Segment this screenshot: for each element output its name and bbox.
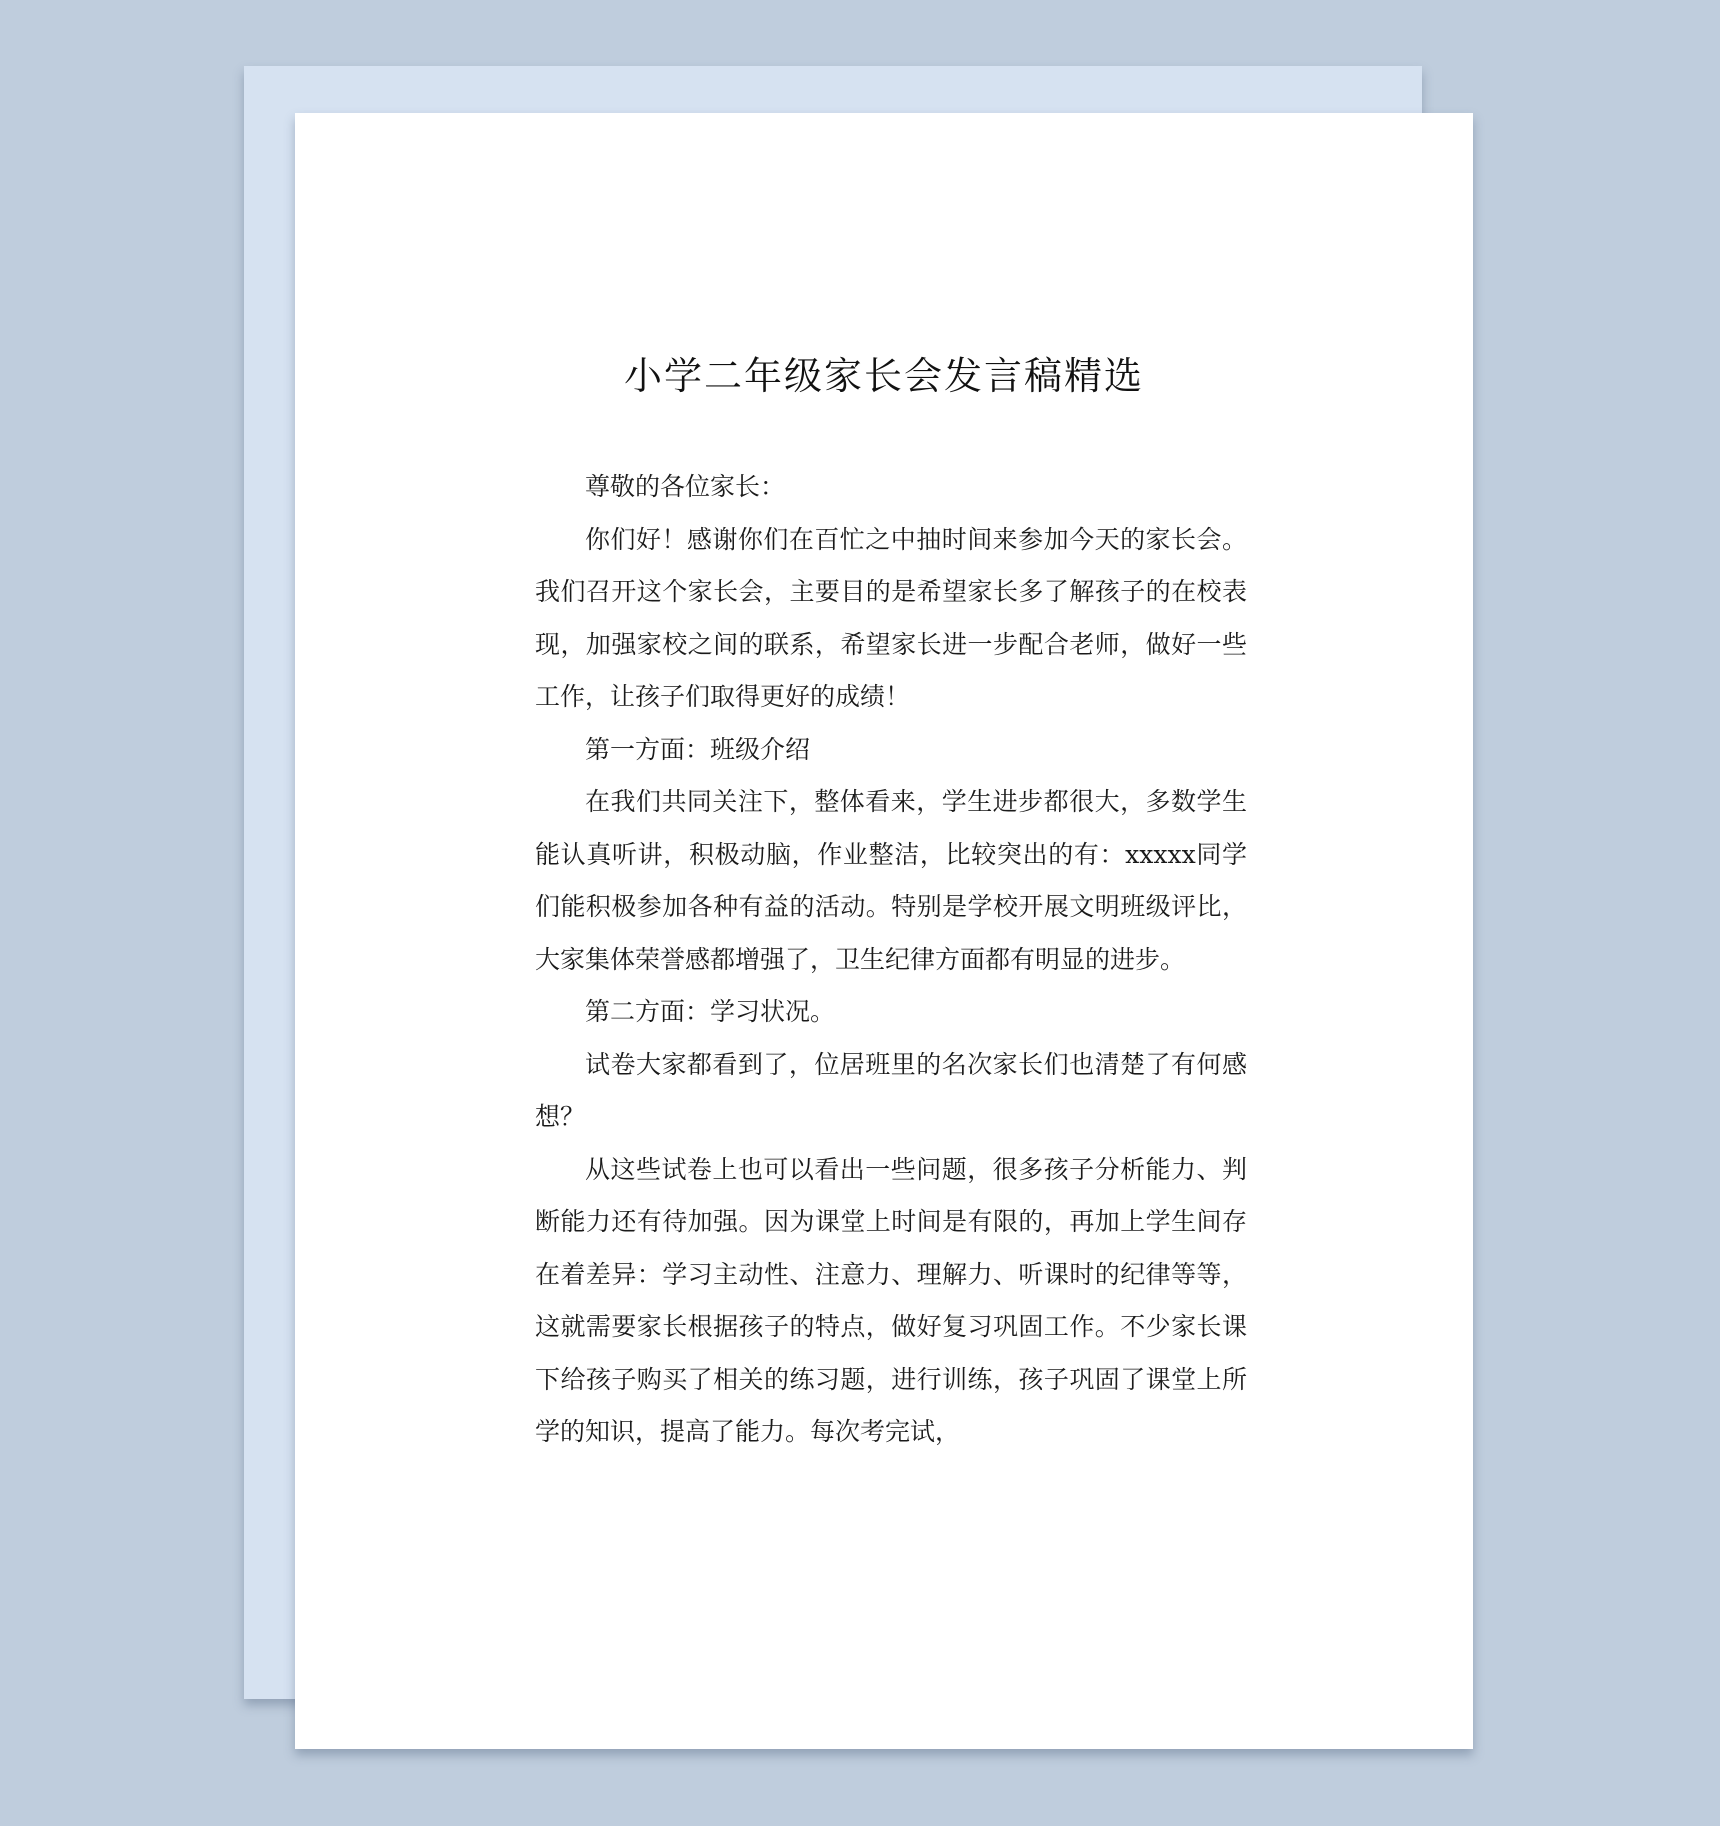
salutation-paragraph: 尊敬的各位家长： (585, 472, 786, 501)
document-body (535, 461, 1247, 1459)
exam-analysis-paragraph: 从这些试卷上也可以看出一些问题，很多孩子分析能力、判断能力还有待加强。因为课堂上时间是有限的，再加上学生间存在着差异：学习主动性、注意力、理解力、听课时的纪律等等，这就需要家长根据孩子的特点，做好复习巩固工作。不少家长课下给孩子购买了相关的练习题，进行训练，孩子巩固了课堂上所学的知识，提高了能力。每次考完试， (535, 1154, 1247, 1446)
exam-question-paragraph: 试卷大家都看到了，位居班里的名次家长们也清楚了有何感想？ (535, 1049, 1247, 1131)
document-title: 小学二年级家长会发言稿精选 (623, 354, 1144, 398)
document-page (295, 113, 1473, 1749)
section-heading-class-intro: 第一方面：班级介绍 (585, 734, 811, 764)
greeting-paragraph: 你们好！感谢你们在百忙之中抽时间来参加今天的家长会。我们召开这个家长会，主要目的是希望家长多了解孩子的在校表现，加强家校之间的联系，希望家长进一步配合老师，做好一些工作，让孩子们取得更好的成绩！ (535, 524, 1247, 711)
section-heading-study-status: 第二方面：学习状况。 (585, 997, 836, 1026)
class-intro-paragraph: 在我们共同关注下，整体看来，学生进步都很大，多数学生能认真听讲，积极动脑，作业整洁，比较突出的有：xxxxx同学们能积极参加各种有益的活动。特别是学校开展文明班级评比，大家集体荣誉感都增强了，卫生纪律方面都有明显的进步。 (535, 787, 1247, 974)
